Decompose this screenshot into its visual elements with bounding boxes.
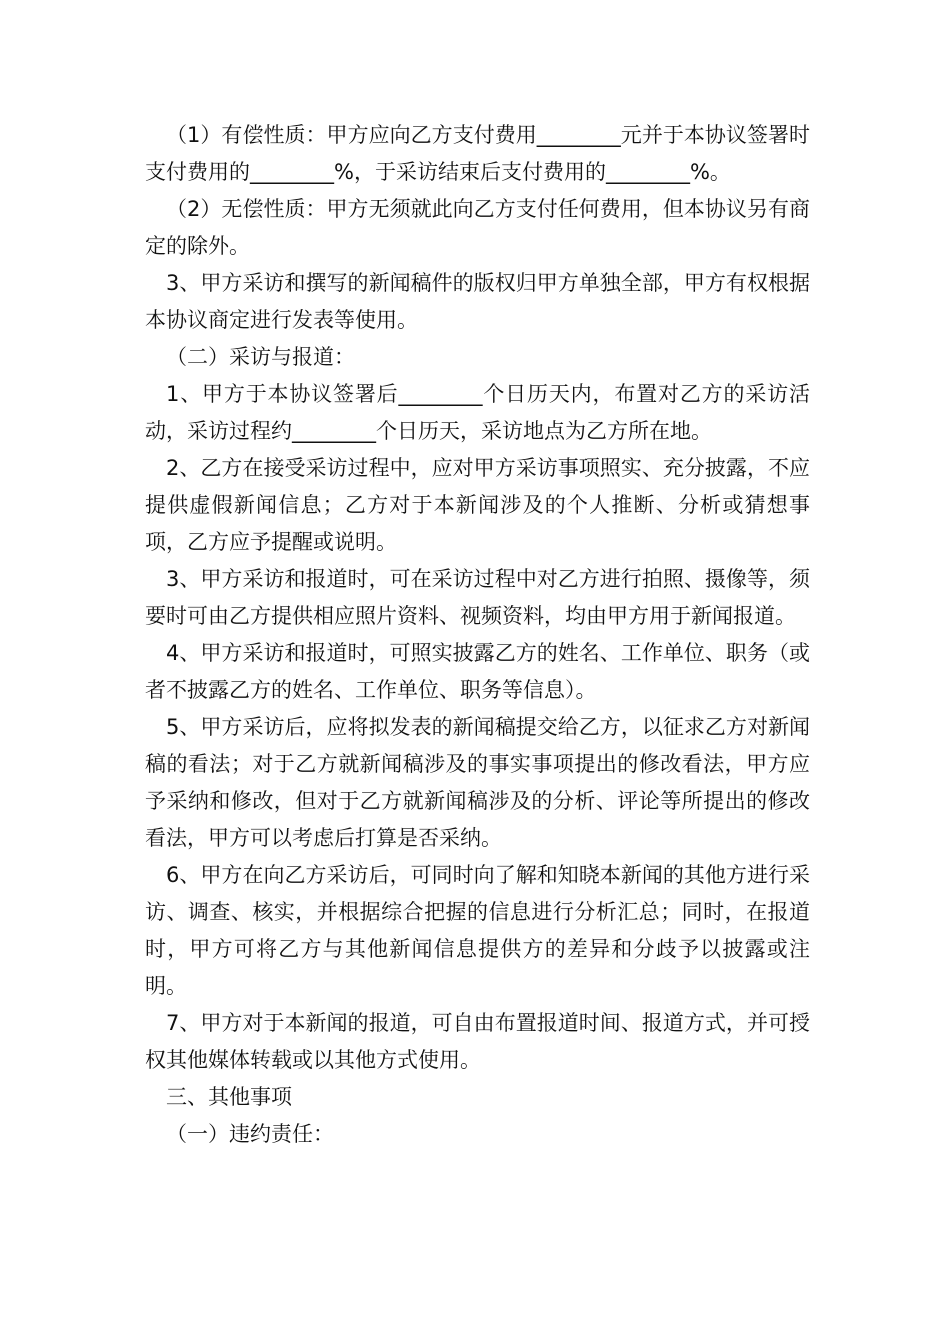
clause-identity-disclosure: 4、甲方采访和报道时，可照实披露乙方的姓名、工作单位、职务（或者不披露乙方的姓名、工作单位、职务等信息）。 <box>145 641 810 702</box>
clause-photo-video: 3、甲方采访和报道时，可在采访过程中对乙方进行拍照、摄像等，须要时可由乙方提供相应照片资料、视频资料，均由甲方用于新闻报道。 <box>145 567 810 628</box>
clause-unpaid-nature: （2）无偿性质：甲方无须就此向乙方支付任何费用，但本协议另有商定的除外。 <box>145 197 810 258</box>
section-heading-liability: （一）违约责任： <box>166 1122 334 1146</box>
clause-publication-arrangement: 7、甲方对于本新闻的报道，可自由布置报道时间、报道方式，并可授权其他媒体转载或以其他方式使用。 <box>145 1011 810 1072</box>
clause-copyright: 3、甲方采访和撰写的新闻稿件的版权归甲方单独全部，甲方有权根据本协议商定进行发表等使用。 <box>145 271 810 332</box>
clause-paid-nature: （1）有偿性质：甲方应向乙方支付费用________元并于本协议签署时支付费用的________%，于采访结束后支付费用的________%。 <box>145 123 810 184</box>
clause-draft-review: 5、甲方采访后，应将拟发表的新闻稿提交给乙方，以征求乙方对新闻稿的看法；对于乙方就新闻稿涉及的事实事项提出的修改看法，甲方应予采纳和修改，但对于乙方就新闻稿涉及的分析、评论等所提出的修改看法，甲方可以考虑后打算是否采纳。 <box>145 715 810 850</box>
clause-third-party-interview: 6、甲方在向乙方采访后，可同时向了解和知晓本新闻的其他方进行采访、调查、核实，并根据综合把握的信息进行分析汇总；同时，在报道时，甲方可将乙方与其他新闻信息提供方的差异和分歧予以披露或注明。 <box>145 863 810 998</box>
section-heading-other-matters: 三、其他事项 <box>166 1085 292 1109</box>
section-heading-interview-report: （二）采访与报道： <box>166 345 355 369</box>
clause-disclosure-duty: 2、乙方在接受采访过程中，应对甲方采访事项照实、充分披露，不应提供虚假新闻信息；乙方对于本新闻涉及的个人推断、分析或猜想事项，乙方应予提醒或说明。 <box>145 456 810 554</box>
clause-interview-schedule: 1、甲方于本协议签署后________个日历天内，布置对乙方的采访活动，采访过程约________个日历天，采访地点为乙方所在地。 <box>145 382 810 443</box>
document-body <box>145 117 810 1153</box>
